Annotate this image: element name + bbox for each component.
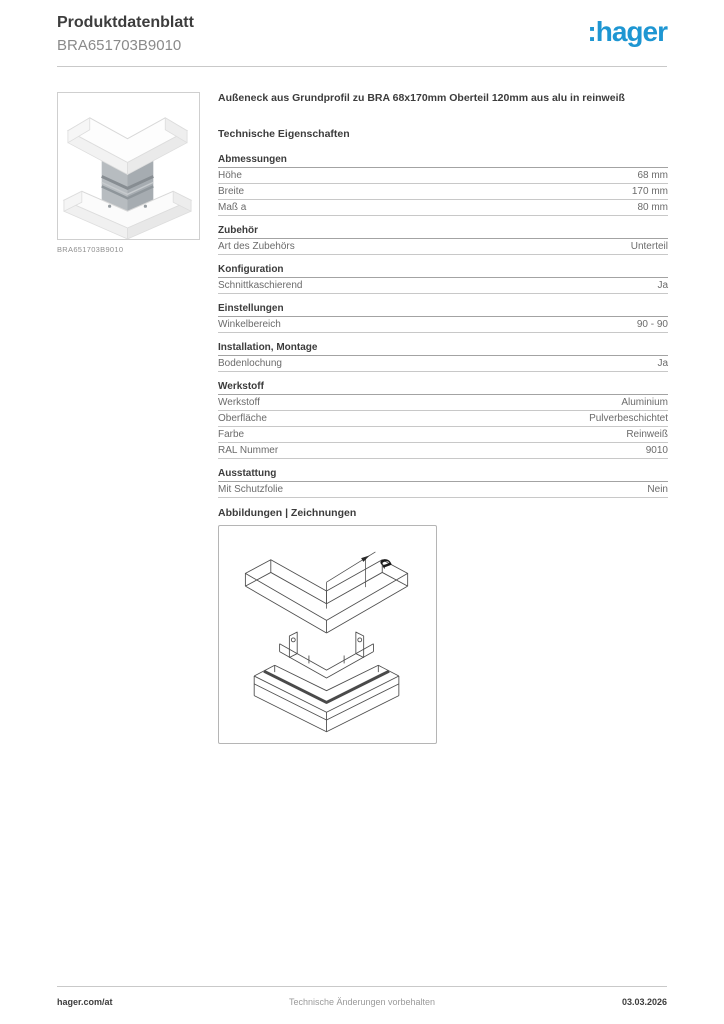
spec-value: 170 mm	[631, 185, 668, 197]
spec-sections	[218, 154, 668, 498]
spec-value: Ja	[657, 279, 668, 291]
drawings-heading: Abbildungen | Zeichnungen	[218, 507, 357, 519]
spec-value: Unterteil	[630, 240, 668, 252]
spec-row	[218, 239, 668, 255]
hager-logo: :hager	[587, 16, 667, 47]
spec-section	[218, 264, 668, 294]
spec-section	[218, 225, 668, 255]
spec-section-heading: Installation, Montage	[218, 342, 668, 356]
spec-row	[218, 168, 668, 184]
spec-value: 90 - 90	[636, 318, 668, 330]
footer-divider	[57, 986, 667, 987]
spec-label: Mit Schutzfolie	[218, 483, 284, 495]
header-divider	[57, 66, 667, 67]
spec-row	[218, 482, 668, 498]
dimension-label: a	[375, 552, 399, 573]
spec-label: Maß a	[218, 201, 247, 213]
technical-drawing	[218, 525, 437, 744]
footer-date: 03.03.2026	[621, 997, 667, 1007]
spec-row	[218, 356, 668, 372]
spec-row	[218, 278, 668, 294]
spec-value: 80 mm	[637, 201, 668, 213]
spec-section	[218, 342, 668, 372]
spec-label: Schnittkaschierend	[218, 279, 303, 291]
spec-value: Reinweiß	[626, 428, 668, 440]
tech-properties-heading: Technische Eigenschaften	[218, 128, 350, 140]
product-description: Außeneck aus Grundprofil zu BRA 68x170mm Oberteil 120mm aus alu in reinweiß	[218, 92, 625, 104]
main-column	[218, 92, 668, 744]
spec-section	[218, 303, 668, 333]
spec-label: Werkstoff	[218, 396, 260, 408]
spec-row	[218, 427, 668, 443]
spec-section-heading: Konfiguration	[218, 264, 668, 278]
spec-row	[218, 395, 668, 411]
spec-value: Pulverbeschichtet	[589, 412, 668, 424]
product-photo-render	[58, 93, 199, 239]
spec-row	[218, 411, 668, 427]
spec-value: 9010	[645, 444, 668, 456]
spec-value: Ja	[657, 357, 668, 369]
spec-row	[218, 443, 668, 459]
spec-row	[218, 184, 668, 200]
spec-section	[218, 468, 668, 498]
spec-value: Nein	[647, 483, 668, 495]
spec-label: Breite	[218, 185, 245, 197]
spec-value: Aluminium	[621, 396, 668, 408]
spec-label: RAL Nummer	[218, 444, 279, 456]
spec-label: Bodenlochung	[218, 357, 282, 369]
spec-label: Winkelbereich	[218, 318, 281, 330]
spec-section-heading: Werkstoff	[218, 381, 668, 395]
document-title: Produktdatenblatt	[57, 14, 194, 31]
spec-value: 68 mm	[637, 169, 668, 181]
spec-label: Art des Zubehörs	[218, 240, 295, 252]
spec-section	[218, 381, 668, 459]
spec-section-heading: Ausstattung	[218, 468, 668, 482]
product-photo	[57, 92, 200, 240]
spec-section	[218, 154, 668, 216]
spec-section-heading: Zubehör	[218, 225, 668, 239]
spec-label: Oberfläche	[218, 412, 267, 424]
photo-caption: BRA651703B9010	[57, 245, 124, 254]
spec-label: Farbe	[218, 428, 245, 440]
spec-row	[218, 200, 668, 216]
technical-drawing-svg	[219, 526, 436, 743]
spec-section-heading: Einstellungen	[218, 303, 668, 317]
product-code: BRA651703B9010	[57, 37, 182, 54]
footer-notice: Technische Änderungen vorbehalten	[288, 997, 436, 1007]
spec-label: Höhe	[218, 169, 242, 181]
spec-section-heading: Abmessungen	[218, 154, 668, 168]
footer-website-link[interactable]: hager.com/at	[57, 997, 113, 1007]
spec-row	[218, 317, 668, 333]
